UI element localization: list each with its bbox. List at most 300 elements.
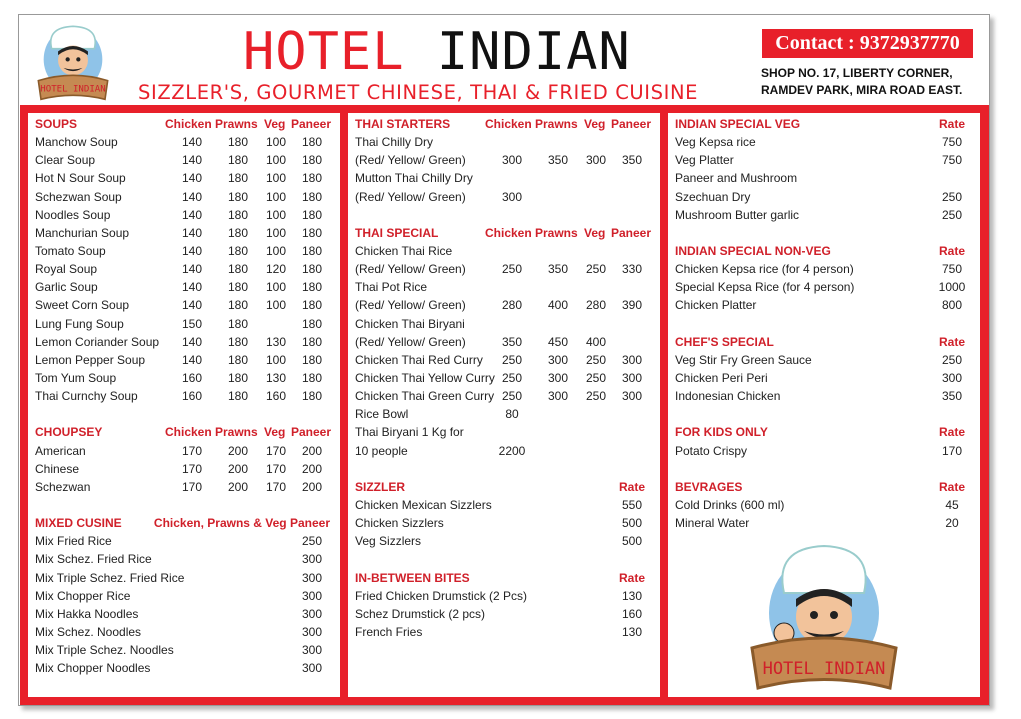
item-name: Thai Pot Rice bbox=[355, 280, 428, 295]
menu-item[interactable] bbox=[28, 460, 340, 478]
item-name: Mix Chopper Noodles bbox=[35, 661, 151, 676]
item-name: Schez Drumstick (2 pcs) bbox=[355, 606, 486, 621]
title-hotel: HOTEL bbox=[243, 22, 405, 82]
item-price: 300 bbox=[501, 153, 523, 168]
item-price: 100 bbox=[265, 280, 287, 295]
item-price: 300 bbox=[547, 389, 569, 404]
section-title: CHOUPSEY bbox=[35, 425, 103, 440]
item-price: 140 bbox=[181, 171, 203, 186]
item-price: 140 bbox=[181, 225, 203, 240]
item-rate: 250 bbox=[941, 352, 963, 367]
menu-item[interactable] bbox=[348, 587, 660, 605]
item-price: 180 bbox=[227, 298, 249, 313]
item-price: 140 bbox=[181, 280, 203, 295]
item-name: Chicken Platter bbox=[675, 298, 757, 313]
section-header bbox=[348, 478, 660, 496]
item-name: Chicken Kepsa rice (for 4 person) bbox=[675, 262, 854, 277]
item-name: Chicken Sizzlers bbox=[355, 516, 444, 531]
hotel-title bbox=[243, 22, 631, 82]
item-name: Hot N Sour Soup bbox=[35, 171, 126, 186]
item-name: Paneer and Mushroom bbox=[675, 171, 798, 186]
item-rate: 300 bbox=[941, 370, 963, 385]
item-price: 180 bbox=[301, 225, 323, 240]
item-price: 80 bbox=[505, 407, 519, 422]
section-title: INDIAN SPECIAL VEG bbox=[675, 117, 801, 131]
item-price: 250 bbox=[585, 389, 607, 404]
menu-item[interactable] bbox=[28, 188, 340, 206]
item-rate: 250 bbox=[941, 189, 963, 204]
item-name: Veg Stir Fry Green Sauce bbox=[675, 352, 812, 367]
menu-item[interactable] bbox=[668, 514, 980, 532]
item-rate: 170 bbox=[941, 443, 963, 458]
menu-item[interactable] bbox=[28, 151, 340, 169]
menu-item[interactable] bbox=[668, 133, 980, 151]
item-price: 180 bbox=[227, 389, 249, 404]
item-rate: 500 bbox=[621, 516, 643, 531]
item-price: 200 bbox=[301, 461, 323, 476]
item-name: Mix Hakka Noodles bbox=[35, 606, 139, 621]
item-rate: 300 bbox=[301, 588, 323, 603]
item-rate: 300 bbox=[301, 570, 323, 585]
hotel-indian-logo-small bbox=[30, 22, 116, 102]
item-price: 100 bbox=[265, 243, 287, 258]
item-rate: 45 bbox=[945, 497, 959, 512]
item-price: 250 bbox=[585, 262, 607, 277]
item-name: Thai Chilly Dry bbox=[355, 135, 434, 150]
item-price: 350 bbox=[547, 262, 569, 277]
menu-item[interactable] bbox=[28, 133, 340, 151]
section-spacer bbox=[668, 315, 980, 333]
item-price: 170 bbox=[181, 443, 203, 458]
item-price: 150 bbox=[181, 316, 203, 331]
item-name: Veg Sizzlers bbox=[355, 534, 422, 549]
rate-header: Rate bbox=[618, 570, 645, 585]
menu-item[interactable] bbox=[668, 206, 980, 224]
contact-phone[interactable]: Contact : 9372937770 bbox=[762, 29, 973, 58]
item-price: 180 bbox=[301, 352, 323, 367]
item-price: 180 bbox=[227, 189, 249, 204]
item-name: Cold Drinks (600 ml) bbox=[675, 497, 785, 512]
item-name: Potato Crispy bbox=[675, 443, 748, 458]
item-name: Chicken Thai Biryani bbox=[355, 316, 465, 331]
column-header: Chicken bbox=[165, 425, 212, 440]
menu-item[interactable] bbox=[28, 605, 340, 623]
menu-item[interactable] bbox=[348, 369, 660, 387]
menu-item[interactable] bbox=[348, 133, 660, 151]
item-price: 200 bbox=[227, 443, 249, 458]
section-header bbox=[28, 115, 340, 133]
menu-item[interactable] bbox=[28, 550, 340, 568]
menu-item[interactable] bbox=[348, 442, 660, 460]
item-rate: 160 bbox=[621, 606, 643, 621]
item-price: 300 bbox=[585, 153, 607, 168]
item-price: 140 bbox=[181, 352, 203, 367]
item-price: 280 bbox=[501, 298, 523, 313]
item-name: Mix Chopper Rice bbox=[35, 588, 131, 603]
section-spacer bbox=[668, 224, 980, 242]
item-rate: 550 bbox=[621, 497, 643, 512]
item-price: 450 bbox=[547, 334, 569, 349]
column-header: Paneer bbox=[291, 425, 332, 440]
menu-item[interactable] bbox=[668, 496, 980, 514]
item-price: 250 bbox=[585, 352, 607, 367]
menu-item[interactable] bbox=[28, 442, 340, 460]
section-spacer bbox=[668, 460, 980, 478]
item-name: French Fries bbox=[355, 624, 423, 639]
item-price: 300 bbox=[501, 189, 523, 204]
item-price: 140 bbox=[181, 153, 203, 168]
rate-header: Rate bbox=[938, 243, 965, 258]
item-rate: 350 bbox=[941, 389, 963, 404]
rate-header: Rate bbox=[618, 479, 645, 494]
item-price: 180 bbox=[301, 189, 323, 204]
item-name: American bbox=[35, 443, 86, 458]
menu-item[interactable] bbox=[28, 387, 340, 405]
item-rate: 750 bbox=[941, 262, 963, 277]
item-price: 160 bbox=[265, 389, 287, 404]
item-price: 300 bbox=[547, 370, 569, 385]
column-header: Prawns bbox=[535, 117, 578, 131]
menu-item[interactable] bbox=[348, 405, 660, 423]
menu-item[interactable] bbox=[28, 169, 340, 187]
menu-item[interactable] bbox=[348, 496, 660, 514]
menu-item[interactable] bbox=[28, 333, 340, 351]
menu-item[interactable] bbox=[28, 478, 340, 496]
item-price: 120 bbox=[265, 262, 287, 277]
menu-item[interactable] bbox=[668, 369, 980, 387]
section-title: IN-BETWEEN BITES bbox=[355, 570, 470, 585]
menu-item[interactable] bbox=[668, 442, 980, 460]
rate-header: Rate bbox=[938, 117, 965, 131]
item-price: 180 bbox=[301, 389, 323, 404]
item-name: Mineral Water bbox=[675, 516, 750, 531]
section-header bbox=[668, 242, 980, 260]
column-header: Prawns bbox=[215, 425, 258, 440]
column-header: Veg bbox=[264, 117, 286, 131]
menu-item[interactable] bbox=[348, 333, 660, 351]
item-name: Veg Kepsa rice bbox=[675, 135, 756, 150]
item-price: 180 bbox=[301, 207, 323, 222]
item-price: 180 bbox=[227, 153, 249, 168]
item-rate: 300 bbox=[301, 661, 323, 676]
item-rate: 1000 bbox=[938, 280, 966, 295]
section-header bbox=[28, 423, 340, 441]
rate-header: Rate bbox=[938, 334, 965, 349]
menu-item[interactable] bbox=[348, 387, 660, 405]
section-header bbox=[348, 569, 660, 587]
item-name: Manchow Soup bbox=[35, 135, 118, 150]
item-name: Special Kepsa Rice (for 4 person) bbox=[675, 280, 855, 295]
item-price: 140 bbox=[181, 243, 203, 258]
item-rate: 130 bbox=[621, 588, 643, 603]
menu-item[interactable] bbox=[348, 260, 660, 278]
item-name: (Red/ Yellow/ Green) bbox=[355, 262, 466, 277]
item-price: 350 bbox=[501, 334, 523, 349]
item-rate: 500 bbox=[621, 534, 643, 549]
item-price: 140 bbox=[181, 298, 203, 313]
item-name: Rice Bowl bbox=[355, 407, 409, 422]
item-price: 170 bbox=[181, 461, 203, 476]
section-header bbox=[348, 224, 660, 242]
menu-item[interactable] bbox=[28, 623, 340, 641]
menu-item[interactable] bbox=[348, 351, 660, 369]
item-name: Chicken Thai Rice bbox=[355, 243, 453, 258]
item-price: 180 bbox=[227, 207, 249, 222]
item-price: 180 bbox=[227, 352, 249, 367]
price-header: Chicken, Prawns & Veg Paneer bbox=[153, 516, 330, 531]
menu-item[interactable] bbox=[28, 641, 340, 659]
item-price: 100 bbox=[265, 207, 287, 222]
item-name: (Red/ Yellow/ Green) bbox=[355, 189, 466, 204]
section-title: MIXED CUSINE bbox=[35, 516, 122, 531]
item-price: 100 bbox=[265, 189, 287, 204]
item-rate: 300 bbox=[301, 606, 323, 621]
item-price: 170 bbox=[265, 443, 287, 458]
item-name: Schezwan Soup bbox=[35, 189, 122, 204]
item-price: 180 bbox=[227, 225, 249, 240]
item-price: 180 bbox=[301, 135, 323, 150]
menu-item[interactable] bbox=[28, 351, 340, 369]
menu-item[interactable] bbox=[348, 296, 660, 314]
title-indian: INDIAN bbox=[436, 22, 631, 82]
item-name: Chicken Thai Red Curry bbox=[355, 352, 483, 367]
item-name: Chicken Peri Peri bbox=[675, 370, 768, 385]
item-price: 180 bbox=[227, 316, 249, 331]
menu-body bbox=[20, 105, 989, 705]
item-name: Mix Schez. Noodles bbox=[35, 624, 142, 639]
item-name: Sweet Corn Soup bbox=[35, 298, 130, 313]
section-spacer bbox=[348, 206, 660, 224]
svg-text:HOTEL INDIAN: HOTEL INDIAN bbox=[762, 659, 886, 679]
section-title: SIZZLER bbox=[355, 479, 405, 494]
column-header: Chicken bbox=[485, 117, 532, 131]
item-name: Indonesian Chicken bbox=[675, 389, 781, 404]
item-name: Chicken Thai Yellow Curry bbox=[355, 370, 495, 385]
rate-header: Rate bbox=[938, 479, 965, 494]
section-spacer bbox=[668, 405, 980, 423]
item-rate: 800 bbox=[941, 298, 963, 313]
item-name: Lung Fung Soup bbox=[35, 316, 124, 331]
menu-item[interactable] bbox=[28, 278, 340, 296]
menu-item[interactable] bbox=[28, 224, 340, 242]
item-name: Mix Triple Schez. Noodles bbox=[35, 643, 174, 658]
item-name: Mushroom Butter garlic bbox=[675, 207, 800, 222]
item-name: Schezwan bbox=[35, 479, 91, 494]
item-rate: 300 bbox=[301, 552, 323, 567]
item-name: Lemon Pepper Soup bbox=[35, 352, 146, 367]
item-price: 180 bbox=[227, 370, 249, 385]
item-rate: 750 bbox=[941, 135, 963, 150]
item-name: Mutton Thai Chilly Dry bbox=[355, 171, 473, 186]
item-price: 250 bbox=[501, 370, 523, 385]
menu-item[interactable] bbox=[348, 169, 660, 187]
item-name: Veg Platter bbox=[675, 153, 734, 168]
menu-item[interactable] bbox=[28, 369, 340, 387]
item-name: Fried Chicken Drumstick (2 Pcs) bbox=[355, 588, 528, 603]
item-price: 280 bbox=[585, 298, 607, 313]
item-price: 100 bbox=[265, 298, 287, 313]
item-rate: 750 bbox=[941, 153, 963, 168]
menu-item[interactable] bbox=[348, 315, 660, 333]
menu-item[interactable] bbox=[348, 423, 660, 441]
item-price: 180 bbox=[227, 334, 249, 349]
item-name: Manchurian Soup bbox=[35, 225, 130, 240]
item-price: 180 bbox=[227, 171, 249, 186]
item-name: Chicken Thai Green Curry bbox=[355, 389, 495, 404]
menu-item[interactable] bbox=[668, 296, 980, 314]
column-header: Prawns bbox=[215, 117, 258, 131]
item-rate: 250 bbox=[301, 534, 323, 549]
section-header bbox=[668, 115, 980, 133]
section-title: THAI STARTERS bbox=[355, 117, 451, 131]
item-name: Mix Schez. Fried Rice bbox=[35, 552, 152, 567]
item-name: Garlic Soup bbox=[35, 280, 98, 295]
column-header: Prawns bbox=[535, 225, 578, 240]
menu-column-3 bbox=[668, 113, 980, 697]
item-price: 100 bbox=[265, 171, 287, 186]
item-price: 180 bbox=[301, 243, 323, 258]
menu-item[interactable] bbox=[28, 532, 340, 550]
item-price: 180 bbox=[227, 262, 249, 277]
item-name: Chicken Mexican Sizzlers bbox=[355, 497, 492, 512]
column-header: Chicken bbox=[485, 225, 532, 240]
item-price: 200 bbox=[301, 479, 323, 494]
item-price: 180 bbox=[301, 370, 323, 385]
item-price: 140 bbox=[181, 207, 203, 222]
item-name: 10 people bbox=[355, 443, 408, 458]
menu-column-2 bbox=[348, 113, 660, 697]
item-price: 200 bbox=[227, 479, 249, 494]
item-rate: 300 bbox=[301, 643, 323, 658]
item-price: 100 bbox=[265, 225, 287, 240]
item-price: 200 bbox=[301, 443, 323, 458]
item-price: 300 bbox=[547, 352, 569, 367]
subtitle: SIZZLER'S, GOURMET CHINESE, THAI & FRIED CUISINE bbox=[138, 81, 699, 104]
menu-item[interactable] bbox=[668, 351, 980, 369]
section-header bbox=[348, 115, 660, 133]
menu-item[interactable] bbox=[28, 587, 340, 605]
menu-item[interactable] bbox=[348, 188, 660, 206]
hotel-indian-logo-large bbox=[744, 543, 904, 693]
menu-item[interactable] bbox=[668, 278, 980, 296]
column-header: Paneer bbox=[611, 225, 652, 240]
item-price: 180 bbox=[301, 280, 323, 295]
item-price: 180 bbox=[301, 298, 323, 313]
item-price: 100 bbox=[265, 352, 287, 367]
item-price: 160 bbox=[181, 389, 203, 404]
item-name: Tom Yum Soup bbox=[35, 370, 117, 385]
menu-item[interactable] bbox=[348, 514, 660, 532]
section-title: BEVRAGES bbox=[675, 479, 743, 494]
menu-item[interactable] bbox=[28, 260, 340, 278]
item-price: 390 bbox=[621, 298, 643, 313]
menu-item[interactable] bbox=[668, 169, 980, 187]
menu-item[interactable] bbox=[348, 623, 660, 641]
menu-item[interactable] bbox=[348, 278, 660, 296]
menu-item[interactable] bbox=[348, 605, 660, 623]
menu-item[interactable] bbox=[28, 315, 340, 333]
column-header: Veg bbox=[584, 117, 606, 131]
menu-item[interactable] bbox=[28, 659, 340, 677]
item-price: 180 bbox=[301, 316, 323, 331]
section-title: FOR KIDS ONLY bbox=[675, 425, 768, 440]
item-name: Clear Soup bbox=[35, 153, 96, 168]
item-name: (Red/ Yellow/ Green) bbox=[355, 153, 466, 168]
item-price: 250 bbox=[501, 262, 523, 277]
section-title: SOUPS bbox=[35, 117, 78, 131]
item-price: 250 bbox=[501, 352, 523, 367]
menu-item[interactable] bbox=[28, 242, 340, 260]
item-name: (Red/ Yellow/ Green) bbox=[355, 334, 466, 349]
item-price: 250 bbox=[585, 370, 607, 385]
item-price: 140 bbox=[181, 189, 203, 204]
menu-item[interactable] bbox=[668, 260, 980, 278]
item-name: Mix Fried Rice bbox=[35, 534, 112, 549]
menu-item[interactable] bbox=[348, 151, 660, 169]
item-name: Tomato Soup bbox=[35, 243, 106, 258]
section-spacer bbox=[28, 405, 340, 423]
item-price: 160 bbox=[181, 370, 203, 385]
rate-header: Rate bbox=[938, 425, 965, 440]
item-price: 100 bbox=[265, 135, 287, 150]
section-header bbox=[668, 423, 980, 441]
item-price: 130 bbox=[265, 334, 287, 349]
address-line-1: SHOP NO. 17, LIBERTY CORNER, bbox=[761, 66, 953, 80]
item-name: Chinese bbox=[35, 461, 80, 476]
column-header: Veg bbox=[264, 425, 286, 440]
item-price: 170 bbox=[265, 479, 287, 494]
item-price: 400 bbox=[585, 334, 607, 349]
column-header: Veg bbox=[584, 225, 606, 240]
item-name: (Red/ Yellow/ Green) bbox=[355, 298, 466, 313]
item-name: Thai Curnchy Soup bbox=[35, 389, 138, 404]
item-price: 180 bbox=[227, 243, 249, 258]
menu-item[interactable] bbox=[668, 151, 980, 169]
menu-item[interactable] bbox=[668, 387, 980, 405]
address-line-2: RAMDEV PARK, MIRA ROAD EAST. bbox=[761, 83, 963, 97]
item-price: 130 bbox=[265, 370, 287, 385]
section-title: THAI SPECIAL bbox=[355, 225, 439, 240]
menu-item[interactable] bbox=[668, 188, 980, 206]
item-price: 180 bbox=[301, 334, 323, 349]
item-price: 180 bbox=[301, 153, 323, 168]
menu-item[interactable] bbox=[348, 242, 660, 260]
item-price: 170 bbox=[181, 479, 203, 494]
item-price: 180 bbox=[227, 280, 249, 295]
menu-item[interactable] bbox=[28, 569, 340, 587]
item-price: 180 bbox=[301, 262, 323, 277]
item-price: 140 bbox=[181, 262, 203, 277]
menu-item[interactable] bbox=[28, 296, 340, 314]
menu-item[interactable] bbox=[348, 532, 660, 550]
section-title: INDIAN SPECIAL NON-VEG bbox=[675, 243, 831, 258]
item-price: 400 bbox=[547, 298, 569, 313]
item-name: Noodles Soup bbox=[35, 207, 111, 222]
item-name: Thai Biryani 1 Kg for bbox=[355, 425, 464, 440]
item-price: 180 bbox=[227, 135, 249, 150]
item-price: 330 bbox=[621, 262, 643, 277]
column-header: Paneer bbox=[611, 117, 652, 131]
section-header bbox=[668, 478, 980, 496]
item-name: Mix Triple Schez. Fried Rice bbox=[35, 570, 185, 585]
item-price: 350 bbox=[547, 153, 569, 168]
item-price: 170 bbox=[265, 461, 287, 476]
item-name: Royal Soup bbox=[35, 262, 98, 277]
item-price: 250 bbox=[501, 389, 523, 404]
item-price: 200 bbox=[227, 461, 249, 476]
item-rate: 250 bbox=[941, 207, 963, 222]
menu-item[interactable] bbox=[28, 206, 340, 224]
